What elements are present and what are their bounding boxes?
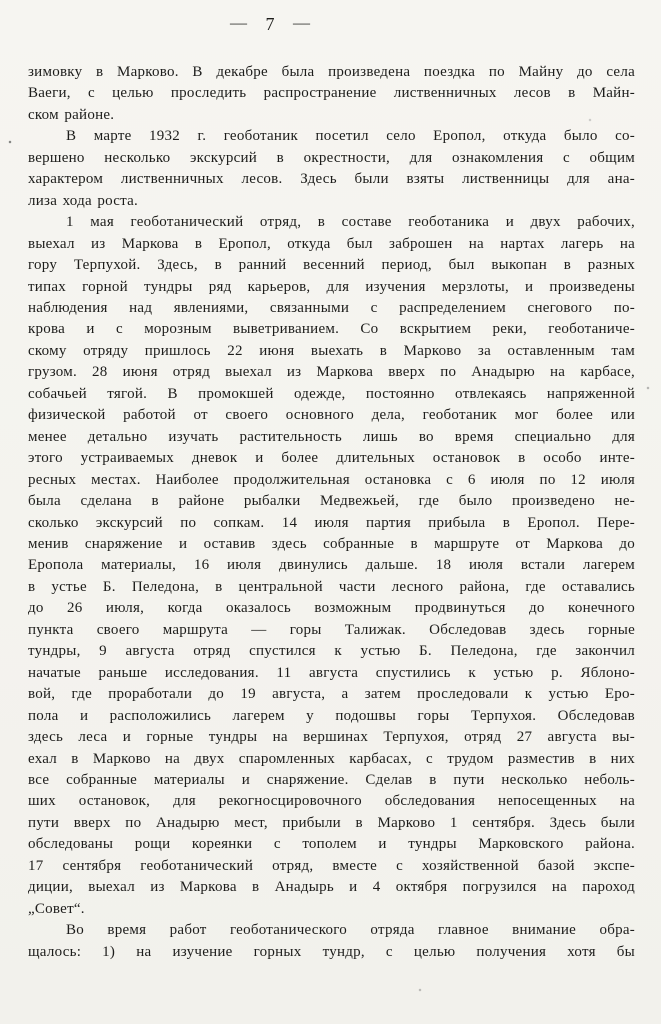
text-line: лиза хода роста. [28, 192, 139, 209]
text-line: Ваеги, с целью проследить распространение лиственничных лесов в Майн- [28, 85, 635, 102]
text-line: пункта своего маршрута — горы Талижак. Обследовав здесь горные [28, 621, 635, 638]
text-line: скому отряду пришлось 22 июня выехать в Марково за оставленным там [28, 342, 635, 359]
text-line: пола и расположились лагерем у подошвы горы Терпухоя. Обследовав [28, 707, 635, 724]
text-line: 17 сентября геоботанический отряд, вместе с хозяйственной базой экспе- [28, 857, 635, 874]
text-line: наблюдения над явлениями, связанными с распределением снегового по- [28, 299, 635, 316]
text-line: была сделана в районе рыбалки Медвежьей, где было произведено не- [28, 493, 635, 510]
text-line: диции, выехал из Маркова в Анадырь и 4 октября погрузился на пароход [28, 879, 635, 896]
text-line: грузом. 28 июня отряд выехал из Маркова вверх по Анадырю на карбасе, [28, 364, 635, 381]
header-dash-right: — [293, 13, 311, 32]
text-line: крова и с морозным выветриванием. Со вскрытием реки, геоботаниче- [28, 321, 635, 338]
text-line: собачьей тягой. В промокшей одежде, постоянно отвлекаясь напряженной [28, 385, 635, 402]
text-line: вой, где проработали до 19 августа, а затем проследовали к устью Еро- [28, 686, 635, 703]
text-line: тундры, 9 августа отряд спустился к устью Б. Пеледона, где закончил [28, 643, 635, 660]
text-line: до 26 июля, когда оказалось возможным продвинуться до конечного [28, 600, 635, 617]
text-line: характером лиственничных лесов. Здесь были взяты лиственницы для ана- [28, 171, 635, 188]
text-line: „Совет“. [28, 900, 85, 917]
text-line: гору Терпухой. Здесь, в ранний весенний период, был выкопан в разных [28, 257, 635, 274]
text-line: сколько экскурсий по сопкам. 14 июля партия прибыла в Еропол. Пере- [28, 514, 635, 531]
text-line: все собранные материалы и снаряжение. Сделав в пути несколько неболь- [28, 771, 635, 788]
text-line: ехал в Марково на двух спаромленных карбасах, с трудом разместив в них [28, 750, 635, 767]
page-header [230, 12, 311, 36]
text-line: Во время работ геоботанического отряда главное внимание обра- [66, 922, 635, 939]
text-line: этого устраиваемых дневок и более длительных остановок в особо инте- [28, 450, 635, 467]
text-line: вершено несколько экскурсий в окрестности, для ознакомления с общим [28, 149, 635, 166]
text-line: В марте 1932 г. геоботаник посетил село Еропол, откуда было со- [66, 128, 635, 145]
text-line: здесь леса и горные тундры на вершинах Терпухоя, отряд 27 августа вы- [28, 729, 635, 746]
text-line: ресных местах. Наиболее продолжительная остановка с 6 июля по 12 июля [28, 471, 635, 488]
text-line: менив снаряжение и оставив здесь собранные в маршруте от Маркова до [28, 535, 635, 552]
body-text [28, 62, 635, 963]
header-dash-left: — [230, 13, 248, 32]
text-line: зимовку в Марково. В декабре была произведена поездка по Майну до села [28, 64, 635, 80]
text-line: 1 мая геоботанический отряд, в составе геоботаника и двух рабочих, [66, 214, 635, 231]
text-line: в устье Б. Пеледона, в центральной части лесного района, где оставались [28, 578, 635, 595]
text-line: обследованы рощи кореянки с тополем и тундры Марковского района. [28, 836, 635, 853]
text-line: ших остановок, для рекогносцировочного обследования непосещенных на [28, 793, 635, 810]
text-line: выехал из Маркова в Еропол, откуда был заброшен на нартах лагерь на [28, 235, 635, 252]
page-number: 7 [265, 13, 275, 34]
text-line: пути вверх по Анадырю мест, прибыли в Марково 1 сентября. Здесь были [28, 814, 635, 831]
text-line: ском районе. [28, 106, 115, 123]
text-line: менее детально изучать растительность лишь во время специально для [28, 428, 635, 445]
text-line: начатые раньше исследования. 11 августа спустились к устью р. Яблоно- [28, 664, 635, 681]
text-line: Еропола материалы, 16 июля двинулись дальше. 18 июля встали лагерем [28, 557, 635, 574]
text-line: щалось: 1) на изучение горных тундр, с целью получения хотя бы [28, 943, 635, 960]
text-line: типах горной тундры ряд карьеров, для изучения мерзлоты, и произведены [28, 278, 635, 295]
text-line: физической работой от своего основного дела, геоботаник мог более или [28, 407, 635, 424]
